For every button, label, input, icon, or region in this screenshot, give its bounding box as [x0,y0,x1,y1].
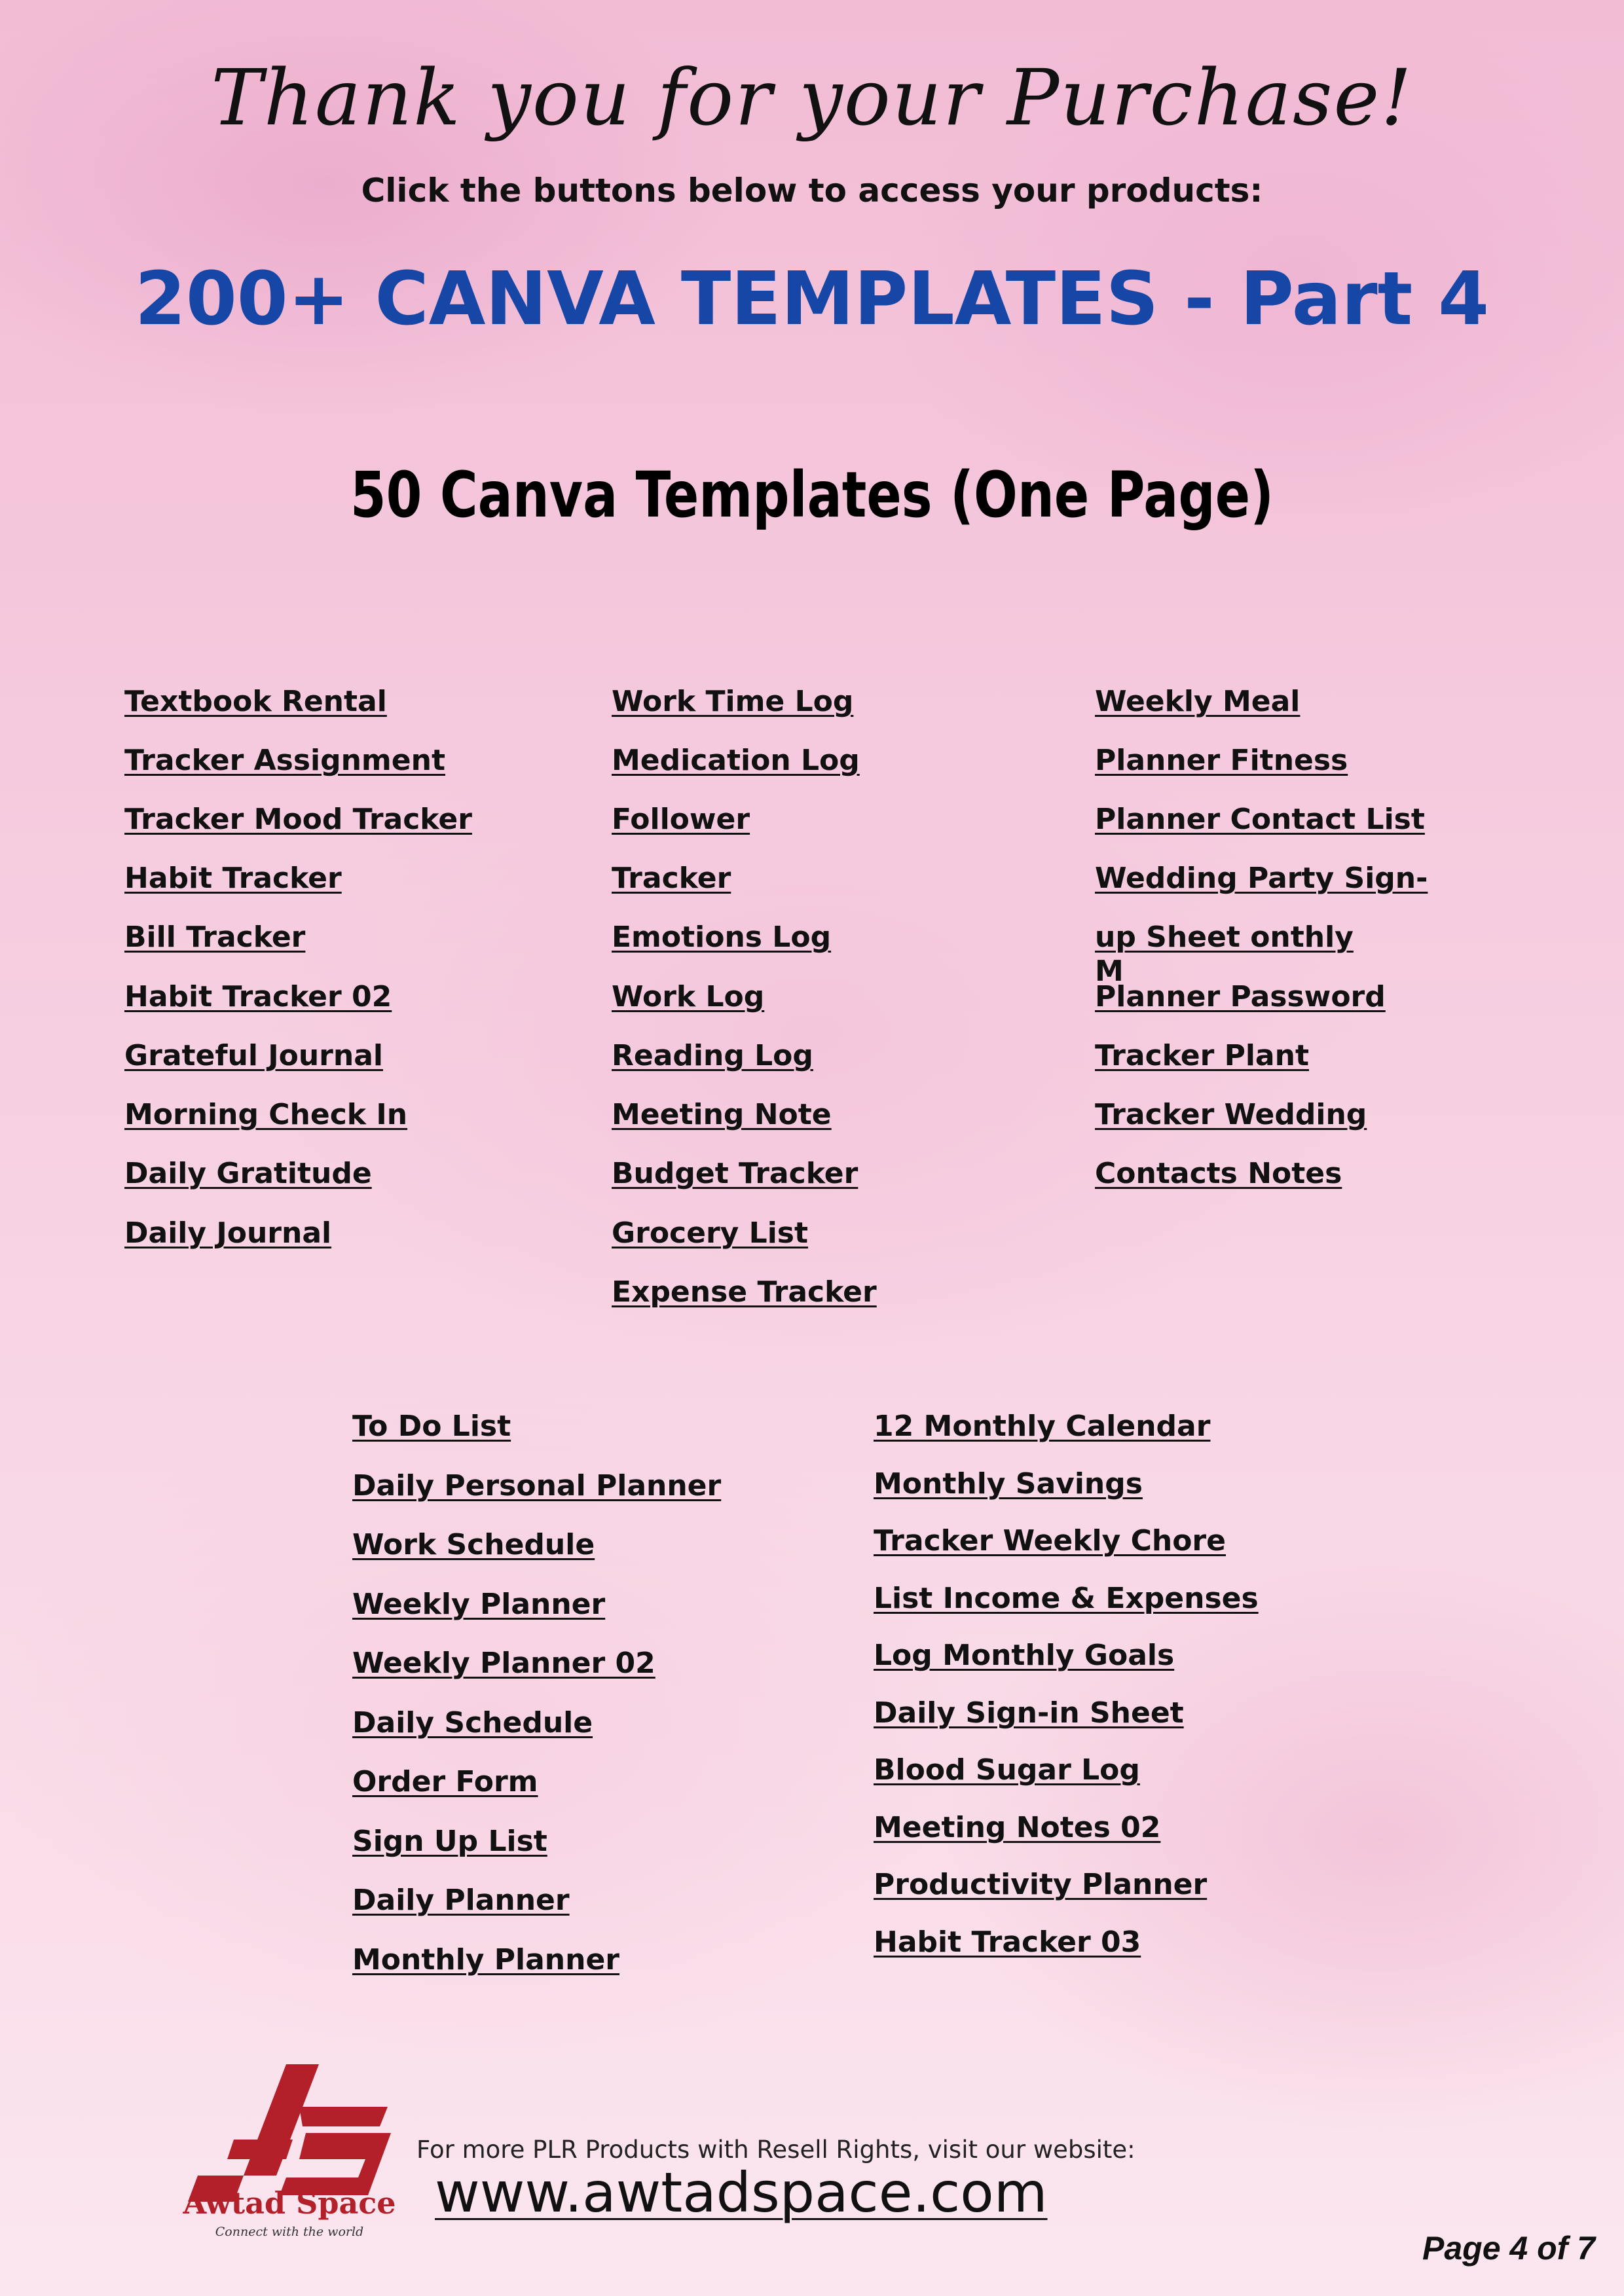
template-link[interactable]: Meeting Notes 02 [874,1811,1161,1844]
template-link[interactable]: Daily Personal Planner [352,1469,722,1503]
template-link[interactable]: Expense Tracker [612,1275,877,1309]
logo-brand-name: Awtad Space [183,2185,396,2221]
template-link[interactable]: Monthly Planner [352,1943,619,1977]
template-link[interactable]: Order Form [352,1765,538,1798]
template-link[interactable]: Tracker Weekly Chore [874,1524,1226,1558]
template-link[interactable]: Daily Schedule [352,1706,593,1740]
template-link[interactable]: Work Log [612,980,765,1013]
template-link[interactable]: Textbook Rental [124,685,387,718]
template-link[interactable]: Weekly Meal [1095,685,1301,718]
template-link[interactable]: Sign Up List [352,1825,547,1858]
template-link[interactable]: Work Time Log [612,685,854,718]
template-link[interactable]: Daily Gratitude [124,1157,372,1190]
template-link[interactable]: Wedding Party Sign- [1095,862,1428,895]
template-link[interactable]: 12 Monthly Calendar [874,1410,1211,1443]
template-link[interactable]: Medication Log [612,744,860,777]
template-link[interactable]: Work Schedule [352,1528,595,1561]
template-link[interactable]: Habit Tracker [124,862,342,895]
website-link[interactable]: www.awtadspace.com [435,2160,1048,2225]
template-link[interactable]: Tracker Wedding [1095,1098,1367,1131]
text-fragment: M [1095,955,1124,988]
template-link[interactable]: Tracker [612,862,731,895]
template-link[interactable]: Daily Journal [124,1216,332,1250]
template-link[interactable]: Daily Planner [352,1884,570,1917]
template-link[interactable]: Daily Sign-in Sheet [874,1696,1184,1730]
template-link[interactable]: Budget Tracker [612,1157,858,1190]
page-number: Page 4 of 7 [1422,2230,1595,2267]
template-link[interactable]: Weekly Planner 02 [352,1647,655,1680]
template-link[interactable]: Follower [612,803,750,836]
promo-text: For more PLR Products with Resell Rights, visit our website: [416,2136,1135,2164]
template-link[interactable]: Habit Tracker 03 [874,1925,1141,1959]
section-title: 50 Canva Templates (One Page) [350,458,1274,532]
template-link[interactable]: Reading Log [612,1039,813,1072]
template-link[interactable]: Bill Tracker [124,920,306,954]
template-link[interactable]: Planner Fitness [1095,744,1348,777]
template-link[interactable]: Habit Tracker 02 [124,980,392,1013]
template-link[interactable]: Log Monthly Goals [874,1639,1175,1672]
template-link[interactable]: Grateful Journal [124,1039,383,1072]
logo-tagline: Connect with the world [215,2225,364,2239]
template-link[interactable]: Contacts Notes [1095,1157,1342,1190]
template-link[interactable]: Tracker Mood Tracker [124,803,472,836]
template-link[interactable]: Monthly Savings [874,1467,1143,1501]
template-link[interactable]: Meeting Note [612,1098,832,1131]
template-link[interactable]: Grocery List [612,1216,809,1250]
thank-you-heading: Thank you for your Purchase! [211,52,1413,143]
product-title: 200+ CANVA TEMPLATES - Part 4 [134,257,1490,342]
instructions-subtitle: Click the buttons below to access your products: [361,172,1263,210]
template-link[interactable]: Emotions Log [612,920,832,954]
template-link[interactable]: List Income & Expenses [874,1582,1259,1615]
template-link[interactable]: up Sheet onthly [1095,920,1354,954]
template-link[interactable]: Planner Contact List [1095,803,1425,836]
template-link[interactable]: Tracker Plant [1095,1039,1309,1072]
template-link[interactable]: Morning Check In [124,1098,408,1131]
template-link[interactable]: Weekly Planner [352,1588,606,1621]
template-link[interactable]: Planner Password [1095,980,1386,1013]
template-link[interactable]: Productivity Planner [874,1868,1208,1901]
template-link[interactable]: Blood Sugar Log [874,1753,1140,1787]
template-link[interactable]: To Do List [352,1410,511,1443]
template-link[interactable]: Tracker Assignment [124,744,445,777]
